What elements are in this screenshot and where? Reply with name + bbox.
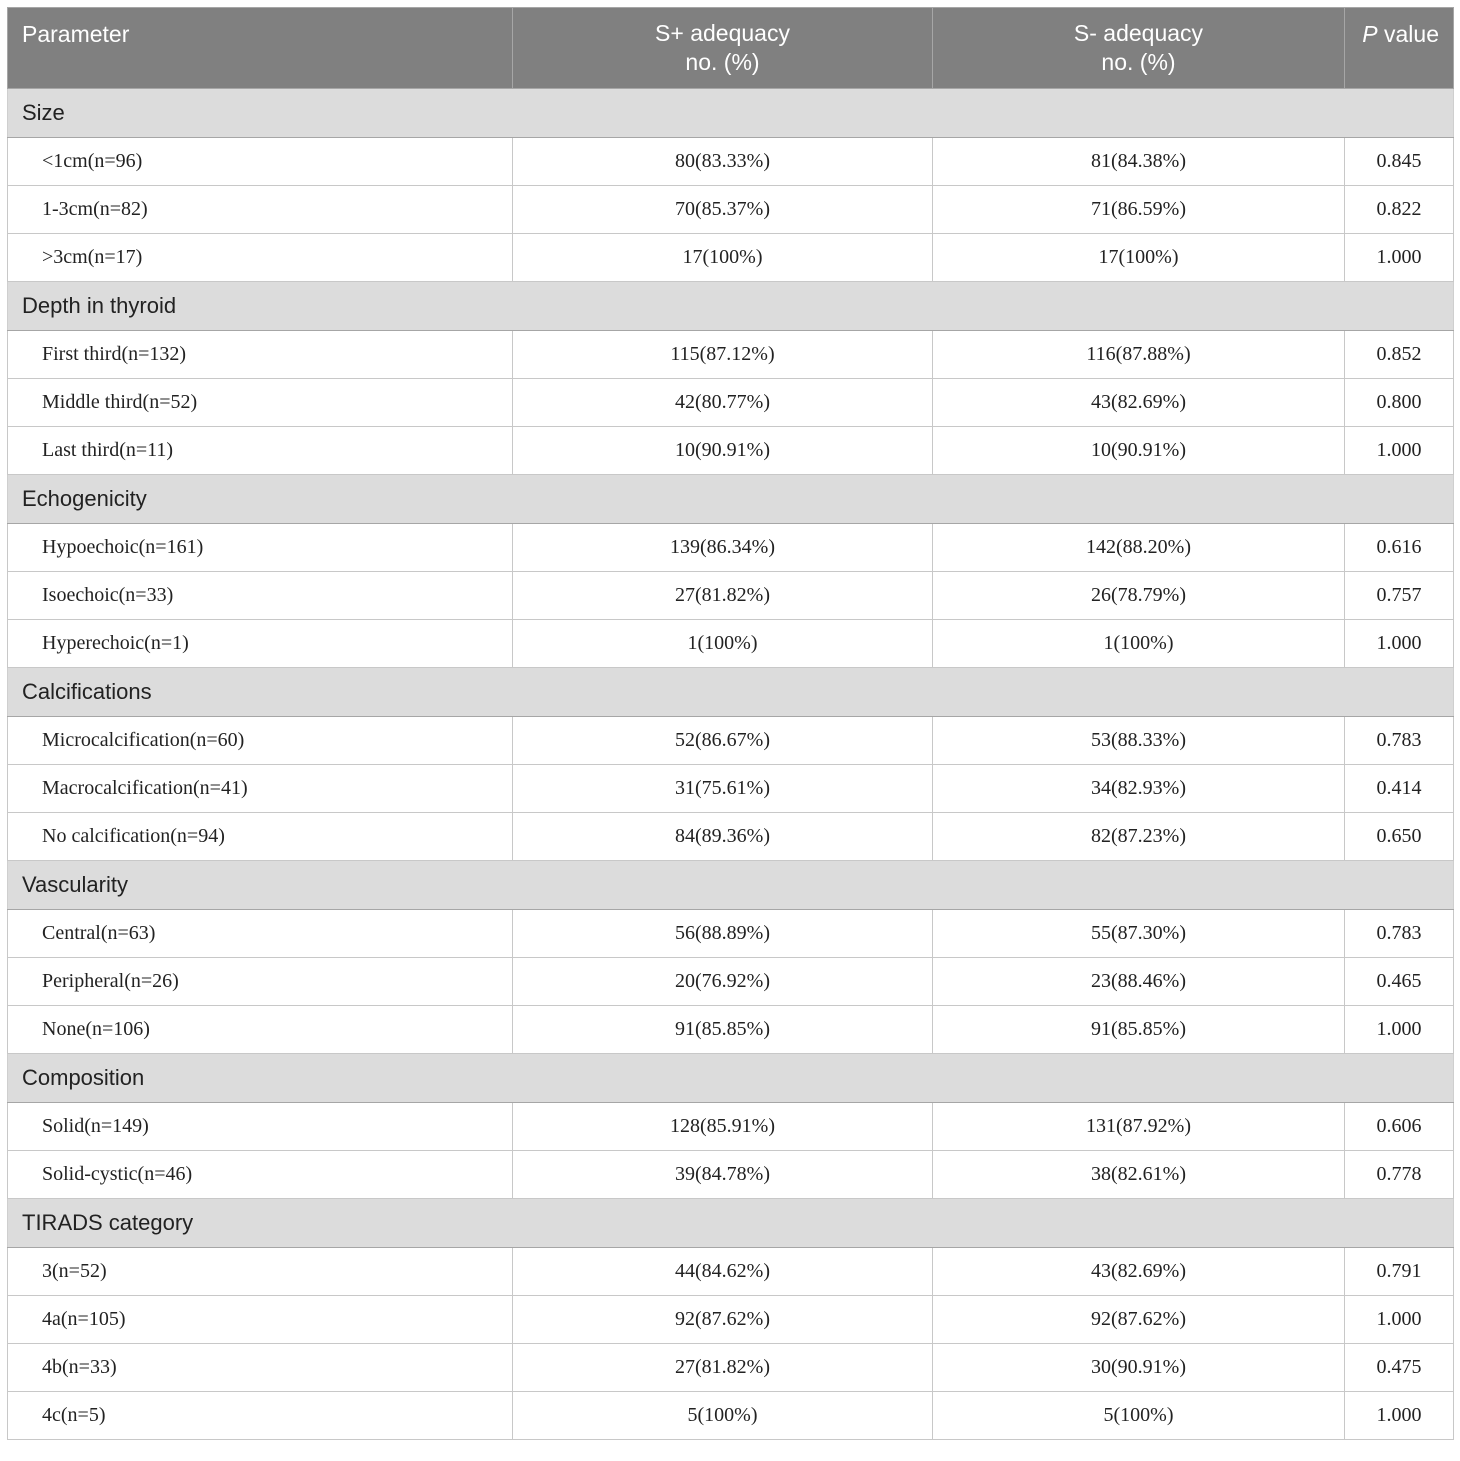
p-value-cell: 0.791 bbox=[1345, 1248, 1454, 1296]
data-table bbox=[7, 7, 1454, 1440]
s-minus-cell: 71(86.59%) bbox=[933, 186, 1345, 234]
s-minus-cell: 82(87.23%) bbox=[933, 813, 1345, 861]
p-value-cell: 0.757 bbox=[1345, 572, 1454, 620]
s-plus-cell: 84(89.36%) bbox=[513, 813, 933, 861]
header-s-minus-line2: no. (%) bbox=[1101, 49, 1176, 75]
group-row bbox=[8, 89, 1454, 138]
row-label-cell: No calcification(n=94) bbox=[8, 813, 513, 861]
s-plus-cell: 17(100%) bbox=[513, 234, 933, 282]
p-value-cell: 0.783 bbox=[1345, 910, 1454, 958]
s-plus-cell: 5(100%) bbox=[513, 1392, 933, 1440]
s-plus-cell: 115(87.12%) bbox=[513, 331, 933, 379]
s-minus-cell: 116(87.88%) bbox=[933, 331, 1345, 379]
s-minus-cell: 30(90.91%) bbox=[933, 1344, 1345, 1392]
table-row bbox=[8, 1151, 1454, 1199]
p-value-cell: 0.465 bbox=[1345, 958, 1454, 1006]
s-minus-cell: 92(87.62%) bbox=[933, 1296, 1345, 1344]
header-p-rest: value bbox=[1377, 21, 1439, 47]
table-row bbox=[8, 1248, 1454, 1296]
s-plus-cell: 27(81.82%) bbox=[513, 1344, 933, 1392]
table-row bbox=[8, 910, 1454, 958]
s-minus-cell: 10(90.91%) bbox=[933, 427, 1345, 475]
s-minus-cell: 5(100%) bbox=[933, 1392, 1345, 1440]
group-title: Echogenicity bbox=[8, 475, 1454, 524]
table-row bbox=[8, 1006, 1454, 1054]
s-minus-cell: 81(84.38%) bbox=[933, 138, 1345, 186]
p-value-cell: 1.000 bbox=[1345, 1006, 1454, 1054]
s-minus-cell: 26(78.79%) bbox=[933, 572, 1345, 620]
p-value-cell: 0.606 bbox=[1345, 1103, 1454, 1151]
p-value-cell: 0.414 bbox=[1345, 765, 1454, 813]
s-minus-cell: 142(88.20%) bbox=[933, 524, 1345, 572]
row-label-cell: 4a(n=105) bbox=[8, 1296, 513, 1344]
row-label-cell: Central(n=63) bbox=[8, 910, 513, 958]
header-p-value bbox=[1345, 8, 1454, 89]
table-row bbox=[8, 1344, 1454, 1392]
group-title: Composition bbox=[8, 1054, 1454, 1103]
s-plus-cell: 139(86.34%) bbox=[513, 524, 933, 572]
s-minus-cell: 34(82.93%) bbox=[933, 765, 1345, 813]
row-label-cell: 4b(n=33) bbox=[8, 1344, 513, 1392]
row-label-cell: Solid(n=149) bbox=[8, 1103, 513, 1151]
group-title: Depth in thyroid bbox=[8, 282, 1454, 331]
s-plus-cell: 27(81.82%) bbox=[513, 572, 933, 620]
table-row bbox=[8, 958, 1454, 1006]
s-minus-cell: 55(87.30%) bbox=[933, 910, 1345, 958]
table-row bbox=[8, 765, 1454, 813]
table-row bbox=[8, 717, 1454, 765]
row-label-cell: Hyperechoic(n=1) bbox=[8, 620, 513, 668]
s-minus-cell: 53(88.33%) bbox=[933, 717, 1345, 765]
row-label-cell: First third(n=132) bbox=[8, 331, 513, 379]
s-plus-cell: 1(100%) bbox=[513, 620, 933, 668]
s-minus-cell: 1(100%) bbox=[933, 620, 1345, 668]
group-title: Vascularity bbox=[8, 861, 1454, 910]
table-row bbox=[8, 331, 1454, 379]
table-row bbox=[8, 234, 1454, 282]
group-row bbox=[8, 475, 1454, 524]
p-value-cell: 0.852 bbox=[1345, 331, 1454, 379]
header-row bbox=[8, 8, 1454, 89]
s-minus-cell: 91(85.85%) bbox=[933, 1006, 1345, 1054]
row-label-cell: 3(n=52) bbox=[8, 1248, 513, 1296]
s-plus-cell: 91(85.85%) bbox=[513, 1006, 933, 1054]
p-value-cell: 0.778 bbox=[1345, 1151, 1454, 1199]
row-label-cell: Solid-cystic(n=46) bbox=[8, 1151, 513, 1199]
s-minus-cell: 38(82.61%) bbox=[933, 1151, 1345, 1199]
p-value-cell: 1.000 bbox=[1345, 427, 1454, 475]
header-p-italic: P bbox=[1362, 21, 1378, 47]
table-row bbox=[8, 186, 1454, 234]
s-minus-cell: 131(87.92%) bbox=[933, 1103, 1345, 1151]
table-row bbox=[8, 138, 1454, 186]
table-container bbox=[7, 7, 1453, 1440]
table-row bbox=[8, 1296, 1454, 1344]
p-value-cell: 0.822 bbox=[1345, 186, 1454, 234]
group-title: Size bbox=[8, 89, 1454, 138]
s-plus-cell: 42(80.77%) bbox=[513, 379, 933, 427]
row-label-cell: 1-3cm(n=82) bbox=[8, 186, 513, 234]
row-label-cell: Peripheral(n=26) bbox=[8, 958, 513, 1006]
header-parameter-label: Parameter bbox=[22, 21, 130, 47]
group-row bbox=[8, 282, 1454, 331]
header-s-minus-line1: S- adequacy bbox=[1073, 20, 1204, 46]
header-s-plus-line2: no. (%) bbox=[685, 49, 760, 75]
s-minus-cell: 17(100%) bbox=[933, 234, 1345, 282]
s-plus-cell: 10(90.91%) bbox=[513, 427, 933, 475]
header-s-plus bbox=[513, 8, 933, 89]
s-plus-cell: 31(75.61%) bbox=[513, 765, 933, 813]
p-value-cell: 1.000 bbox=[1345, 234, 1454, 282]
p-value-cell: 0.783 bbox=[1345, 717, 1454, 765]
row-label-cell: Middle third(n=52) bbox=[8, 379, 513, 427]
table-row bbox=[8, 572, 1454, 620]
s-minus-cell: 23(88.46%) bbox=[933, 958, 1345, 1006]
group-title: Calcifications bbox=[8, 668, 1454, 717]
s-plus-cell: 128(85.91%) bbox=[513, 1103, 933, 1151]
s-plus-cell: 92(87.62%) bbox=[513, 1296, 933, 1344]
p-value-cell: 0.650 bbox=[1345, 813, 1454, 861]
row-label-cell: >3cm(n=17) bbox=[8, 234, 513, 282]
table-row bbox=[8, 427, 1454, 475]
p-value-cell: 0.616 bbox=[1345, 524, 1454, 572]
group-row bbox=[8, 1199, 1454, 1248]
row-label-cell: 4c(n=5) bbox=[8, 1392, 513, 1440]
s-minus-cell: 43(82.69%) bbox=[933, 379, 1345, 427]
row-label-cell: Last third(n=11) bbox=[8, 427, 513, 475]
row-label-cell: Microcalcification(n=60) bbox=[8, 717, 513, 765]
table-row bbox=[8, 1103, 1454, 1151]
s-plus-cell: 52(86.67%) bbox=[513, 717, 933, 765]
table-row bbox=[8, 1392, 1454, 1440]
s-plus-cell: 56(88.89%) bbox=[513, 910, 933, 958]
header-parameter bbox=[8, 8, 513, 89]
table-row bbox=[8, 620, 1454, 668]
s-plus-cell: 80(83.33%) bbox=[513, 138, 933, 186]
s-minus-cell: 43(82.69%) bbox=[933, 1248, 1345, 1296]
table-row bbox=[8, 524, 1454, 572]
group-row bbox=[8, 861, 1454, 910]
s-plus-cell: 70(85.37%) bbox=[513, 186, 933, 234]
p-value-cell: 0.800 bbox=[1345, 379, 1454, 427]
table-body bbox=[8, 89, 1454, 1440]
header-s-minus bbox=[933, 8, 1345, 89]
table-row bbox=[8, 379, 1454, 427]
s-plus-cell: 20(76.92%) bbox=[513, 958, 933, 1006]
group-row bbox=[8, 668, 1454, 717]
p-value-cell: 1.000 bbox=[1345, 620, 1454, 668]
row-label-cell: <1cm(n=96) bbox=[8, 138, 513, 186]
group-title: TIRADS category bbox=[8, 1199, 1454, 1248]
p-value-cell: 0.475 bbox=[1345, 1344, 1454, 1392]
table-header bbox=[8, 8, 1454, 89]
row-label-cell: Isoechoic(n=33) bbox=[8, 572, 513, 620]
p-value-cell: 1.000 bbox=[1345, 1392, 1454, 1440]
row-label-cell: Macrocalcification(n=41) bbox=[8, 765, 513, 813]
row-label-cell: None(n=106) bbox=[8, 1006, 513, 1054]
group-row bbox=[8, 1054, 1454, 1103]
p-value-cell: 0.845 bbox=[1345, 138, 1454, 186]
s-plus-cell: 44(84.62%) bbox=[513, 1248, 933, 1296]
table-row bbox=[8, 813, 1454, 861]
row-label-cell: Hypoechoic(n=161) bbox=[8, 524, 513, 572]
s-plus-cell: 39(84.78%) bbox=[513, 1151, 933, 1199]
p-value-cell: 1.000 bbox=[1345, 1296, 1454, 1344]
header-s-plus-line1: S+ adequacy bbox=[655, 20, 790, 46]
